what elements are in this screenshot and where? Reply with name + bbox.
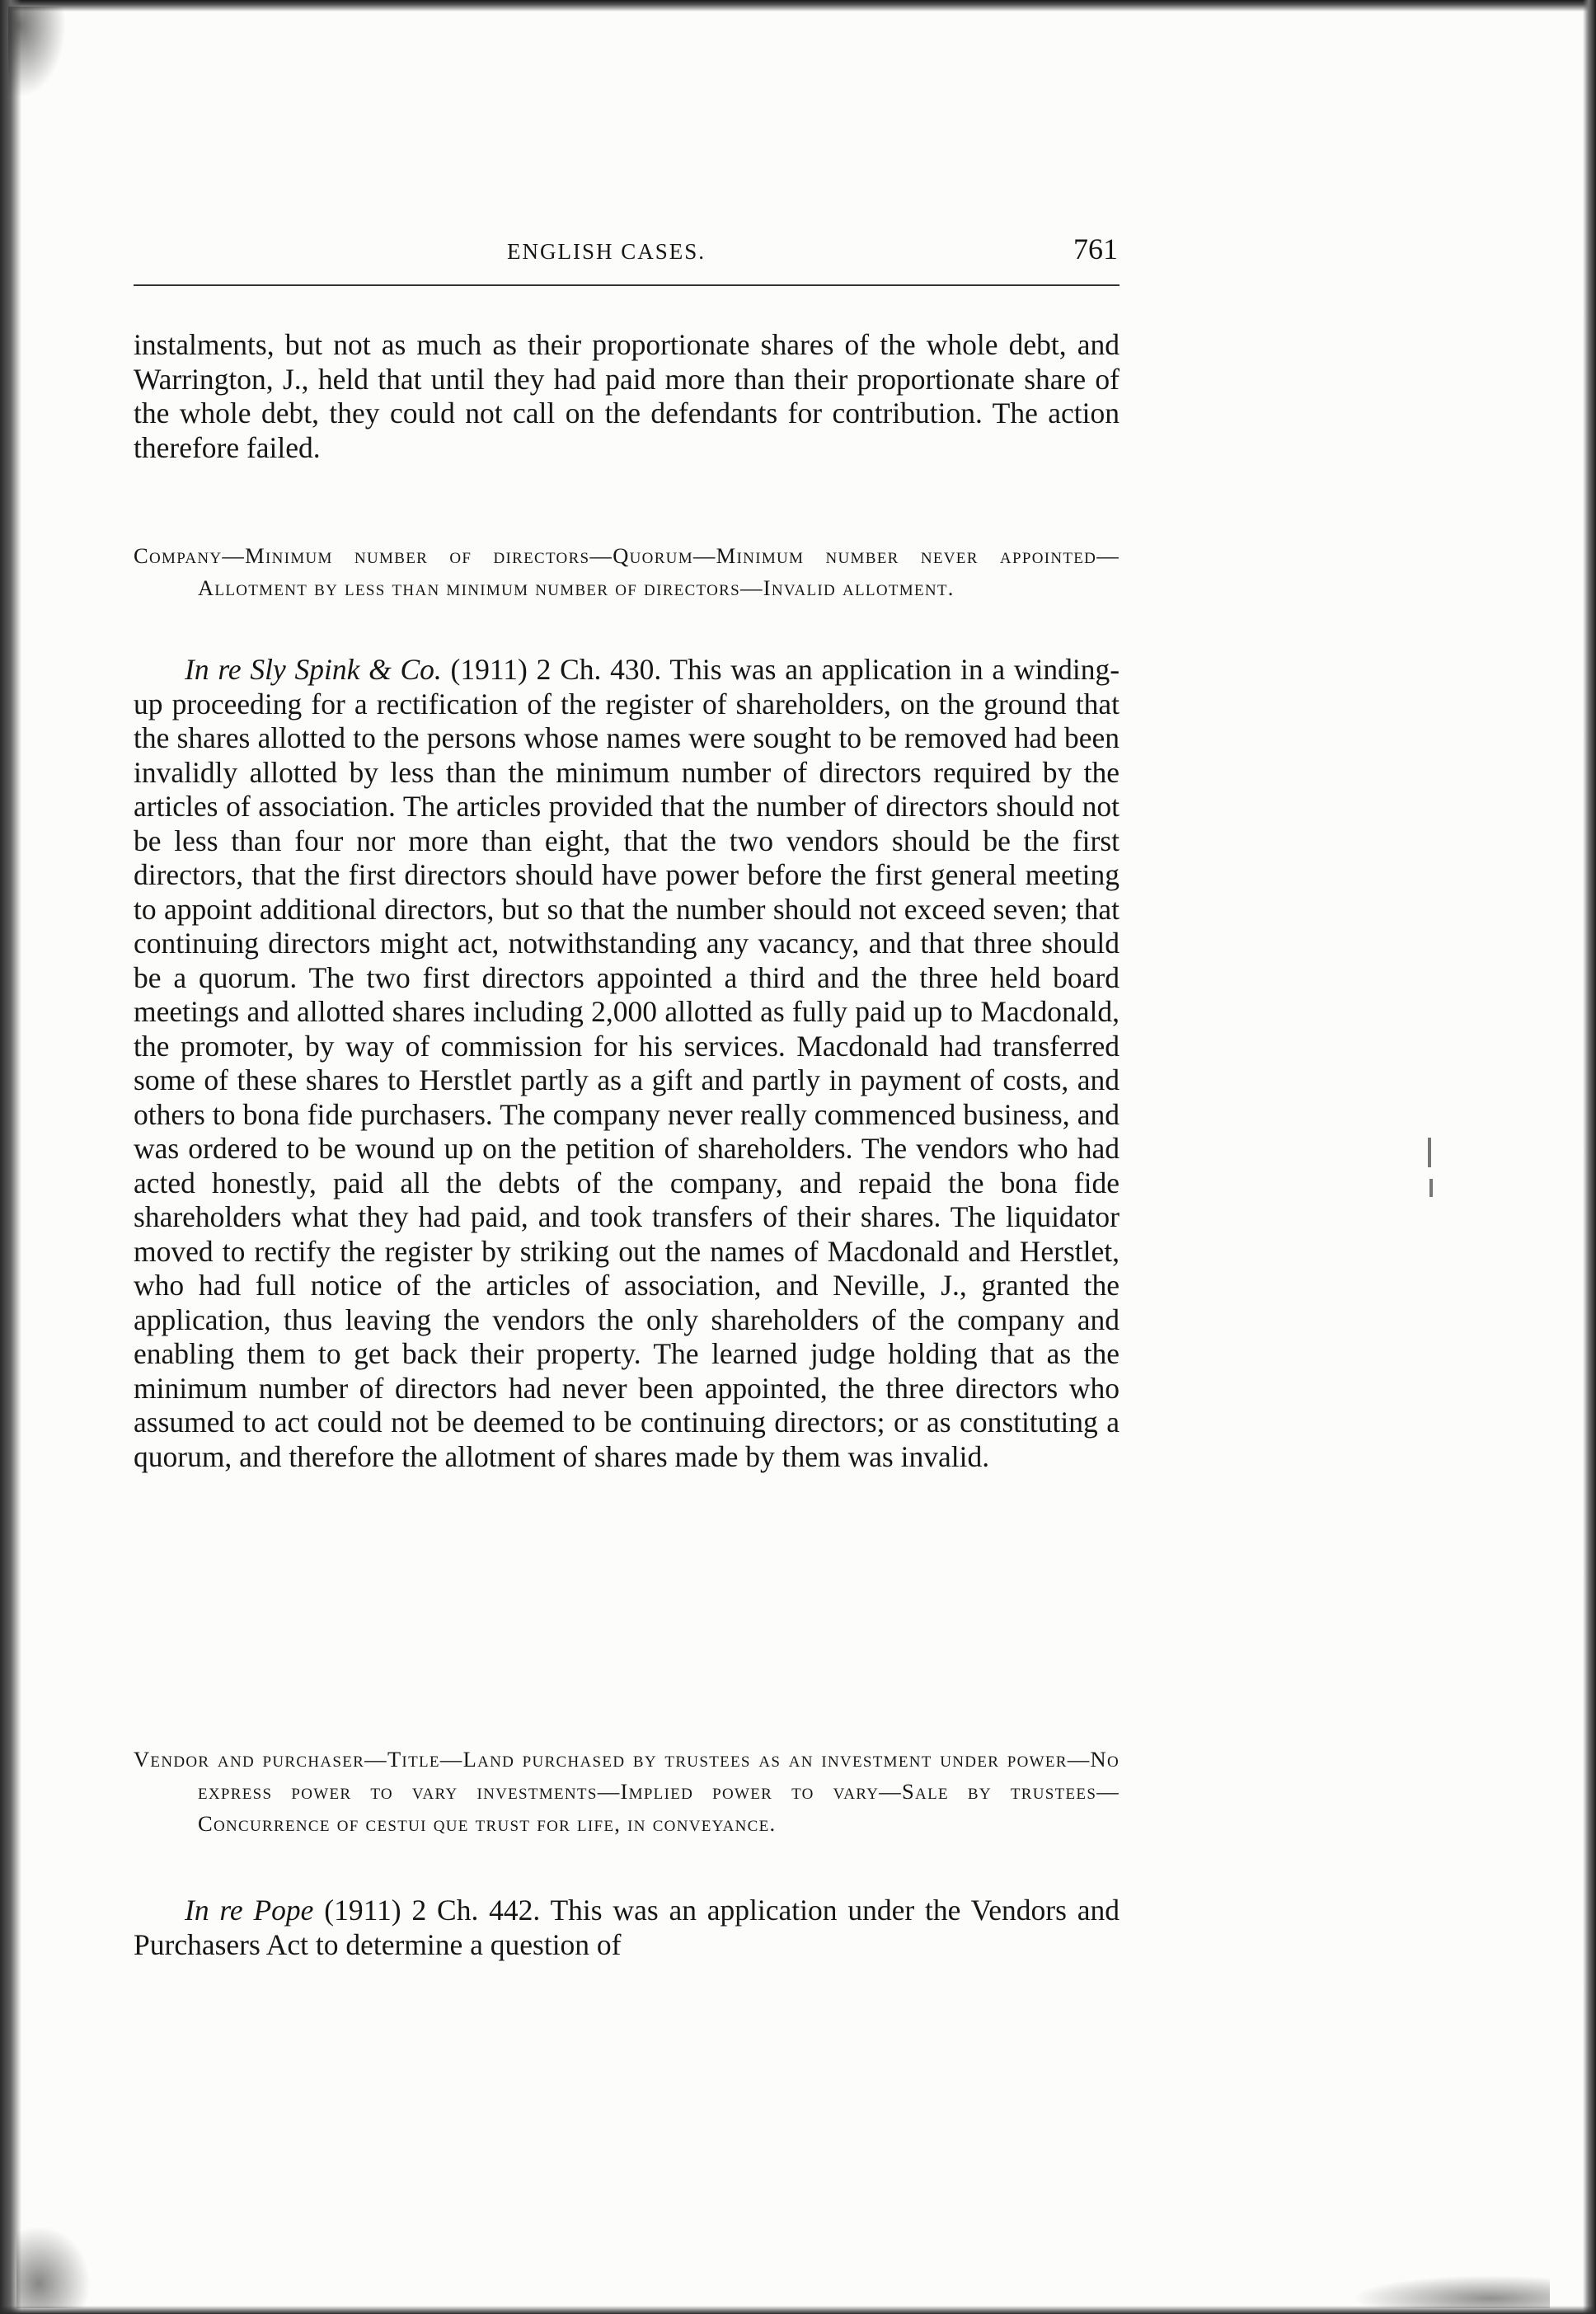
scan-edge-top <box>0 0 1596 12</box>
header-rule <box>134 284 1120 286</box>
running-header: ENGLISH CASES. <box>507 239 706 264</box>
section-headnote: Vendor and purchaser—Title—Land purchased by trustees as an investment under power—No express power to vary investments—Implied power to vary—Sale by trustees—Concurrence of cestui que trust for life, in conveyance. <box>134 1747 1120 1836</box>
section-headnote: Company—Minimum number of directors—Quorum—Minimum number never appointed—Allotment by less than minimum number of directors—Invalid allotment. <box>134 543 1120 600</box>
scan-edge-right <box>1583 0 1596 2314</box>
scan-smudge <box>8 7 66 97</box>
margin-mark <box>1429 1179 1433 1197</box>
case-name: In re Sly Spink & Co. <box>185 653 442 686</box>
case-paragraph <box>134 653 1120 1474</box>
case-name: In re Pope <box>185 1894 314 1927</box>
scan-smudge <box>16 2226 91 2308</box>
page-number: 761 <box>1073 232 1118 265</box>
scan-smudge <box>1352 2275 1550 2308</box>
continuation-paragraph: instalments, but not as much as their proportionate shares of the whole debt, and Warrington, J., held that until they had paid more than their proportionate share of the whole debt, they could not call on the defendants for contribution. The action therefore failed. <box>134 328 1120 464</box>
scan-edge-left <box>0 0 21 2314</box>
case-body: This was an application under the Vendors and Purchasers Act to determine a question of <box>134 1894 1120 1961</box>
case-body: This was an application in a winding-up proceeding for a rectification of the register of shareholders, on the ground that the shares allotted to the persons whose names were sought to be removed had been invalidly allotted by less than the minimum number of directors required by the articles of association. The articles provided that the number of directors should not be less than four nor more than eight, that the two vendors should be the first directors, that the first directors should have power before the first general meeting to appoint additional directors, but so that the number should not exceed seven; that continuing directors might act, notwithstanding any vacancy, and that three should be a quorum. The two first directors appointed a third and the three held board meetings and allotted shares including 2,000 allotted as fully paid up to Macdonald, the promoter, by way of commission for his services. Macdonald had transferred some of these shares to Herstlet partly as a gift and partly in payment of costs, and others to bona fide purchasers. The company never really commenced business, and was ordered to be wound up on the petition of shareholders. The vendors who had acted honestly, paid all the debts of the company, and repaid the bona fide shareholders what they had paid, and took transfers of their shares. The liquidator moved to rectify the register by striking out the names of Macdonald and Herstlet, who had full notice of the articles of association, and Neville, J., granted the application, thus leaving the vendors the only shareholders of the company and enabling them to get back their property. The learned judge holding that as the minimum number of directors had never been appointed, the three directors who assumed to act could not be deemed to be continuing directors; or as constituting a quorum, and therefore the allotment of shares made by them was invalid. <box>134 653 1120 1473</box>
case-paragraph <box>134 1894 1120 1962</box>
case-citation: (1911) 2 Ch. 430. <box>450 653 662 686</box>
margin-mark <box>1428 1138 1431 1167</box>
case-citation: (1911) 2 Ch. 442. <box>324 1894 541 1927</box>
